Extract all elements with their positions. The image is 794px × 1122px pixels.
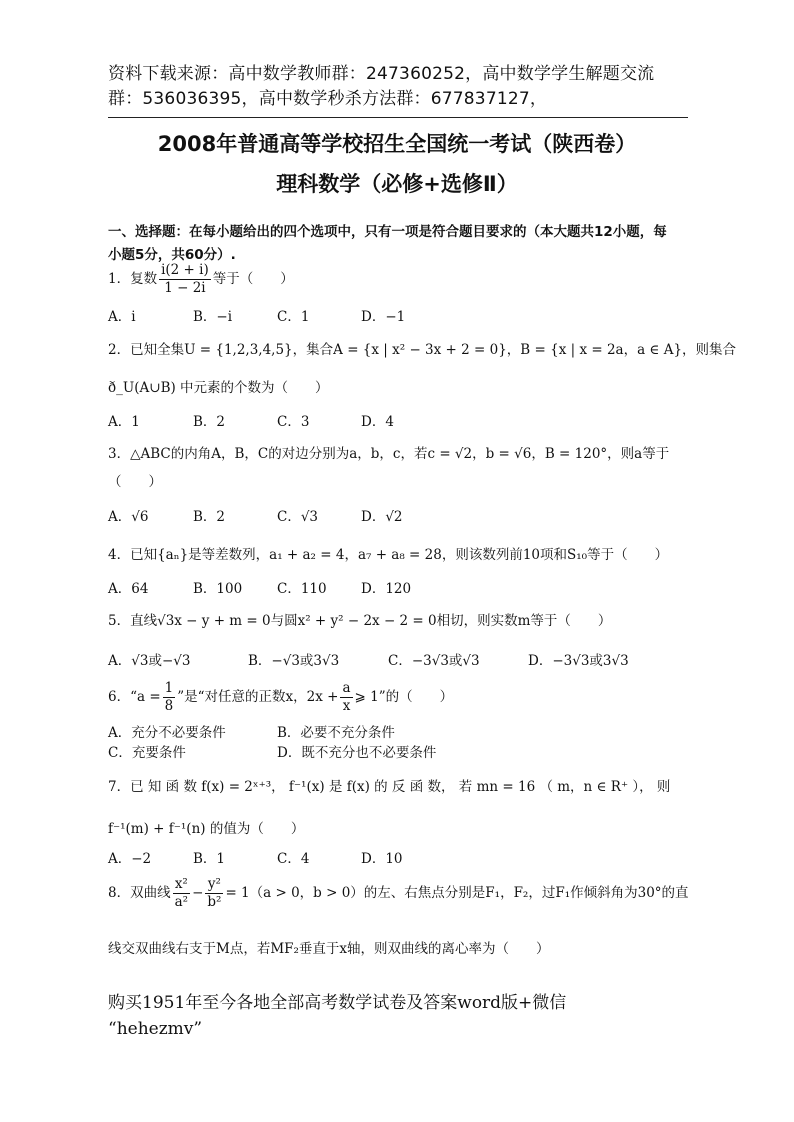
section-heading-line-1: 一、选择题：在每小题给出的四个选项中，只有一项是符合题目要求的（本大题共12小题，每 — [108, 224, 667, 240]
q6-option-c: C．充要条件 — [108, 745, 186, 761]
question-8-line-2: 线交双曲线右支于M点，若MF₂垂直于x轴，则双曲线的离心率为（ ） — [108, 941, 550, 957]
q4-option-d: D．120 — [361, 581, 412, 597]
header-line-2: 群：536036395，高中数学秒杀方法群：677837127， — [108, 89, 548, 109]
q8-fraction-x-denominator: a² — [174, 894, 189, 910]
q2-option-d: D．4 — [361, 414, 394, 430]
q1-fraction — [159, 262, 211, 297]
question-5-line-1: 5．直线√3x − y + m = 0与圆x² + y² − 2x − 2 = 0相切，则实数m等于（ ） — [108, 613, 612, 629]
q6-fraction-b-denominator: x — [342, 698, 351, 714]
q6-prefix: 6．“a = — [108, 689, 161, 705]
q8-fraction-x — [173, 876, 190, 911]
question-7-line-1: 7．已 知 函 数 f(x) = 2ˣ⁺³， f⁻¹(x) 是 f(x) 的 反 函 数， 若 mn = 16 （ m，n ∈ R⁺ ）， 则 — [108, 779, 671, 795]
source-header — [108, 62, 698, 112]
q8-prefix: 8．双曲线 — [108, 885, 171, 901]
q1-suffix: 等于（ ） — [212, 271, 294, 287]
q6-fraction-b-numerator: a — [342, 680, 351, 696]
q3-option-a: A．√6 — [108, 509, 149, 525]
q1-option-a: A．i — [108, 309, 136, 325]
q6-fraction-a — [163, 680, 176, 715]
q3-option-c: C．√3 — [277, 509, 319, 525]
q4-option-a: A．64 — [108, 581, 149, 597]
q1-option-d: D．−1 — [361, 309, 406, 325]
q3-option-d: D．√2 — [361, 509, 403, 525]
q5-option-b: B．−√3或3√3 — [248, 653, 340, 669]
q8-suffix: = 1（a > 0，b > 0）的左、右焦点分别是F₁，F₂，过F₁作倾斜角为30°的直 — [225, 885, 689, 901]
q1-numerator: i(2 + i) — [161, 262, 209, 278]
q1-option-b: B．−i — [193, 309, 233, 325]
question-6 — [108, 680, 453, 715]
q1-denominator: 1 − 2i — [164, 280, 206, 296]
q8-minus: − — [192, 885, 204, 901]
question-2-line-1: 2．已知全集U = {1,2,3,4,5}，集合A = {x | x² − 3x + 2 = 0}，B = {x | x = 2a，a ∈ A}，则集合 — [108, 342, 737, 358]
header-divider — [108, 117, 688, 118]
q8-fraction-y — [205, 876, 223, 911]
footer-advert — [108, 990, 566, 1042]
q6-fraction-a-numerator: 1 — [164, 680, 174, 696]
exam-title: 2008年普通高等学校招生全国统一考试（陕西卷） — [157, 132, 637, 156]
q6-suffix: ⩾ 1”的（ ） — [354, 689, 454, 705]
section-heading-line-2: 小题5分，共60分）. — [108, 247, 236, 263]
question-1 — [108, 262, 294, 297]
q7-option-c: C．4 — [277, 851, 310, 867]
q2-option-c: C．3 — [277, 414, 310, 430]
question-7-line-2: f⁻¹(m) + f⁻¹(n) 的值为（ ） — [108, 821, 305, 837]
q7-option-d: D．10 — [361, 851, 403, 867]
question-2-line-2: ð_U(A∪B) 中元素的个数为（ ） — [108, 380, 329, 396]
q8-fraction-x-numerator: x² — [173, 876, 190, 894]
q7-option-a: A．−2 — [108, 851, 152, 867]
q6-fraction-a-denominator: 8 — [164, 698, 174, 714]
question-4-line-1: 4．已知{aₙ}是等差数列，a₁ + a₂ = 4，a₇ + a₈ = 28，则该数列前10项和S₁₀等于（ ） — [108, 547, 669, 563]
footer-line-2: “hehezmv” — [108, 1019, 203, 1039]
question-3-line-1: 3．△ABC的内角A，B，C的对边分别为a，b，c，若c = √2，b = √6，B = 120°，则a等于 — [108, 446, 670, 462]
q6-option-b: B．必要不充分条件 — [277, 725, 395, 741]
q5-option-d: D．−3√3或3√3 — [528, 653, 629, 669]
question-8 — [108, 876, 689, 911]
q6-fraction-b — [340, 680, 352, 715]
q1-prefix: 1．复数 — [108, 271, 158, 287]
question-3-line-2: （ ） — [108, 474, 162, 490]
q8-fraction-y-numerator: y² — [205, 876, 223, 894]
footer-line-1: 购买1951年至今各地全部高考数学试卷及答案word版+微信 — [108, 993, 567, 1013]
q6-option-d: D．既不充分也不必要条件 — [277, 745, 437, 761]
q6-middle: ”是“对任意的正数x，2x + — [177, 689, 339, 705]
q1-option-c: C．1 — [277, 309, 310, 325]
q4-option-b: B．100 — [193, 581, 243, 597]
q5-option-a: A．√3或−√3 — [108, 653, 191, 669]
exam-subtitle: 理科数学（必修+选修Ⅱ） — [276, 172, 518, 196]
q2-option-a: A．1 — [108, 414, 140, 430]
q2-option-b: B．2 — [193, 414, 226, 430]
q6-option-a: A．充分不必要条件 — [108, 725, 226, 741]
q4-option-c: C．110 — [277, 581, 327, 597]
header-line-1: 资料下载来源：高中数学教师群：247360252，高中数学学生解题交流 — [108, 64, 655, 84]
q8-fraction-y-denominator: b² — [207, 894, 222, 910]
q3-option-b: B．2 — [193, 509, 226, 525]
q7-option-b: B．1 — [193, 851, 226, 867]
q5-option-c: C．−3√3或√3 — [388, 653, 480, 669]
